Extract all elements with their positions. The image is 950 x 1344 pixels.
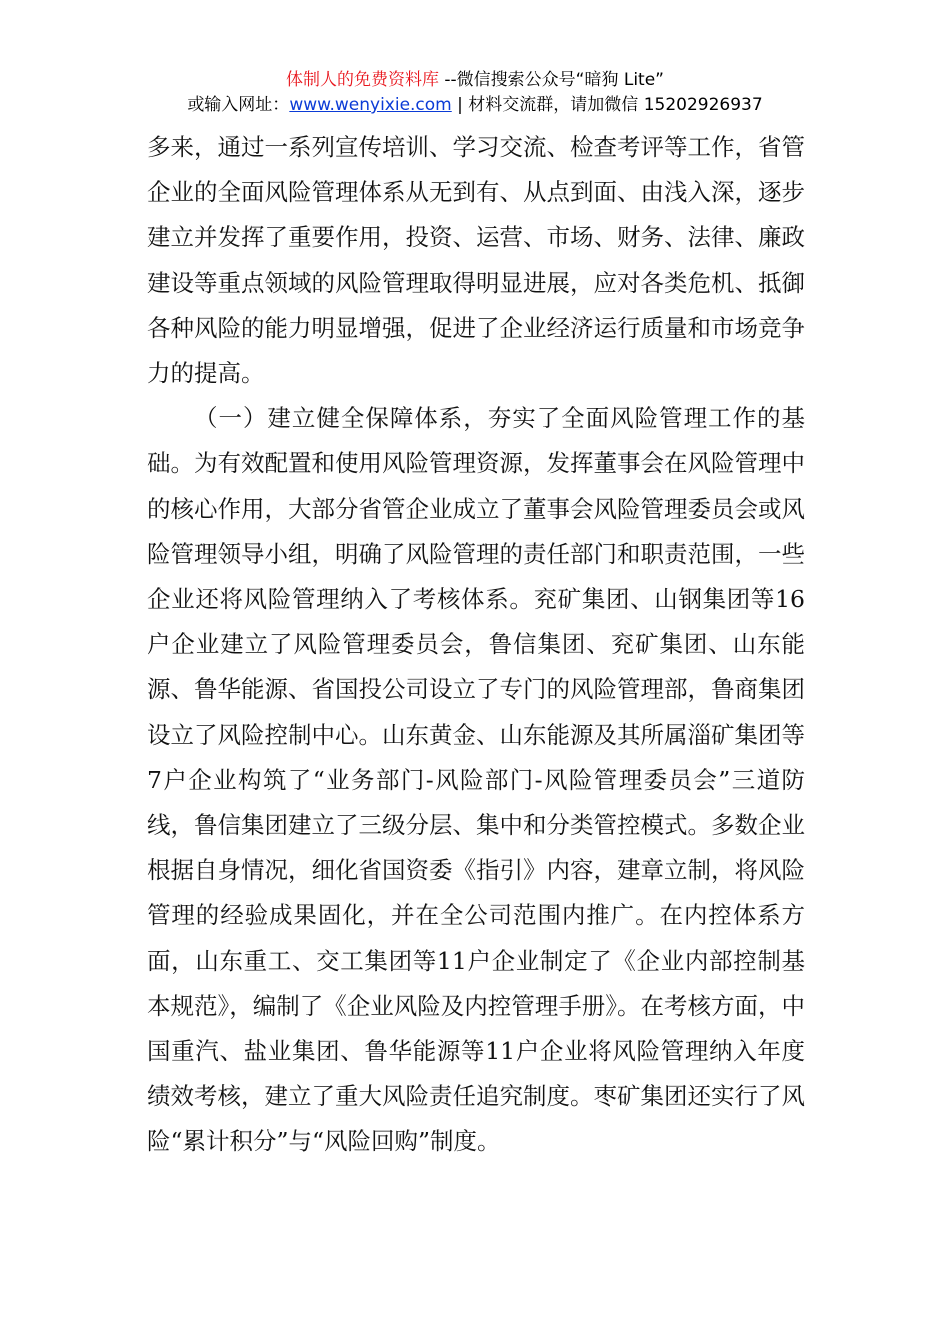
header-tagline: --微信搜索公众号“暗狗 Lite”	[438, 70, 664, 90]
body-paragraph-2: （一）建立健全保障体系，夯实了全面风险管理工作的基础。为有效配置和使用风险管理资源，发挥董事会在风险管理中的核心作用，大部分省管企业成立了董事会风险管理委员会或风险管理领导小组，明确了风险管理的责任部门和职责范围，一些企业还将风险管理纳入了考核体系。兖矿集团、山钢集团等16户企业建立了风险管理委员会，鲁信集团、兖矿集团、山东能源、鲁华能源、省国投公司设立了专门的风险管理部，鲁商集团设立了风险控制中心。山东黄金、山东能源及其所属淄矿集团等7户企业构筑了“业务部门-风险部门-风险管理委员会”三道防线，鲁信集团建立了三级分层、集中和分类管控模式。多数企业根据自身情况，细化省国资委《指引》内容，建章立制，将风险管理的经验成果固化，并在全公司范围内推广。在内控体系方面，山东重工、交工集团等11户企业制定了《企业内部控制基本规范》，编制了《企业风险及内控管理手册》。在考核方面，中国重汽、盐业集团、鲁华能源等11户企业将风险管理纳入年度绩效考核，建立了重大风险责任追究制度。枣矿集团还实行了风险“累计积分”与“风险回购”制度。	[147, 404, 805, 1156]
page-header	[0, 68, 950, 117]
body-paragraph-1: 多来，通过一系列宣传培训、学习交流、检查考评等工作，省管企业的全面风险管理体系从无到有、从点到面、由浅入深，逐步建立并发挥了重要作用，投资、运营、市场、财务、法律、廉政建设等重点领域的风险管理取得明显进展，应对各类危机、抵御各种风险的能力明显增强，促进了企业经济运行质量和市场竞争力的提高。	[147, 133, 805, 388]
header-url-prefix: 或输入网址：	[187, 95, 290, 115]
header-line-2	[0, 93, 950, 117]
header-contact: | 材料交流群，请加微信 15202926937	[451, 95, 763, 115]
document-body	[147, 125, 805, 1165]
header-line-1	[0, 68, 950, 92]
header-brand: 体制人的免费资料库	[285, 70, 439, 90]
header-url-link[interactable]: www.wenyixie.com	[289, 95, 452, 115]
